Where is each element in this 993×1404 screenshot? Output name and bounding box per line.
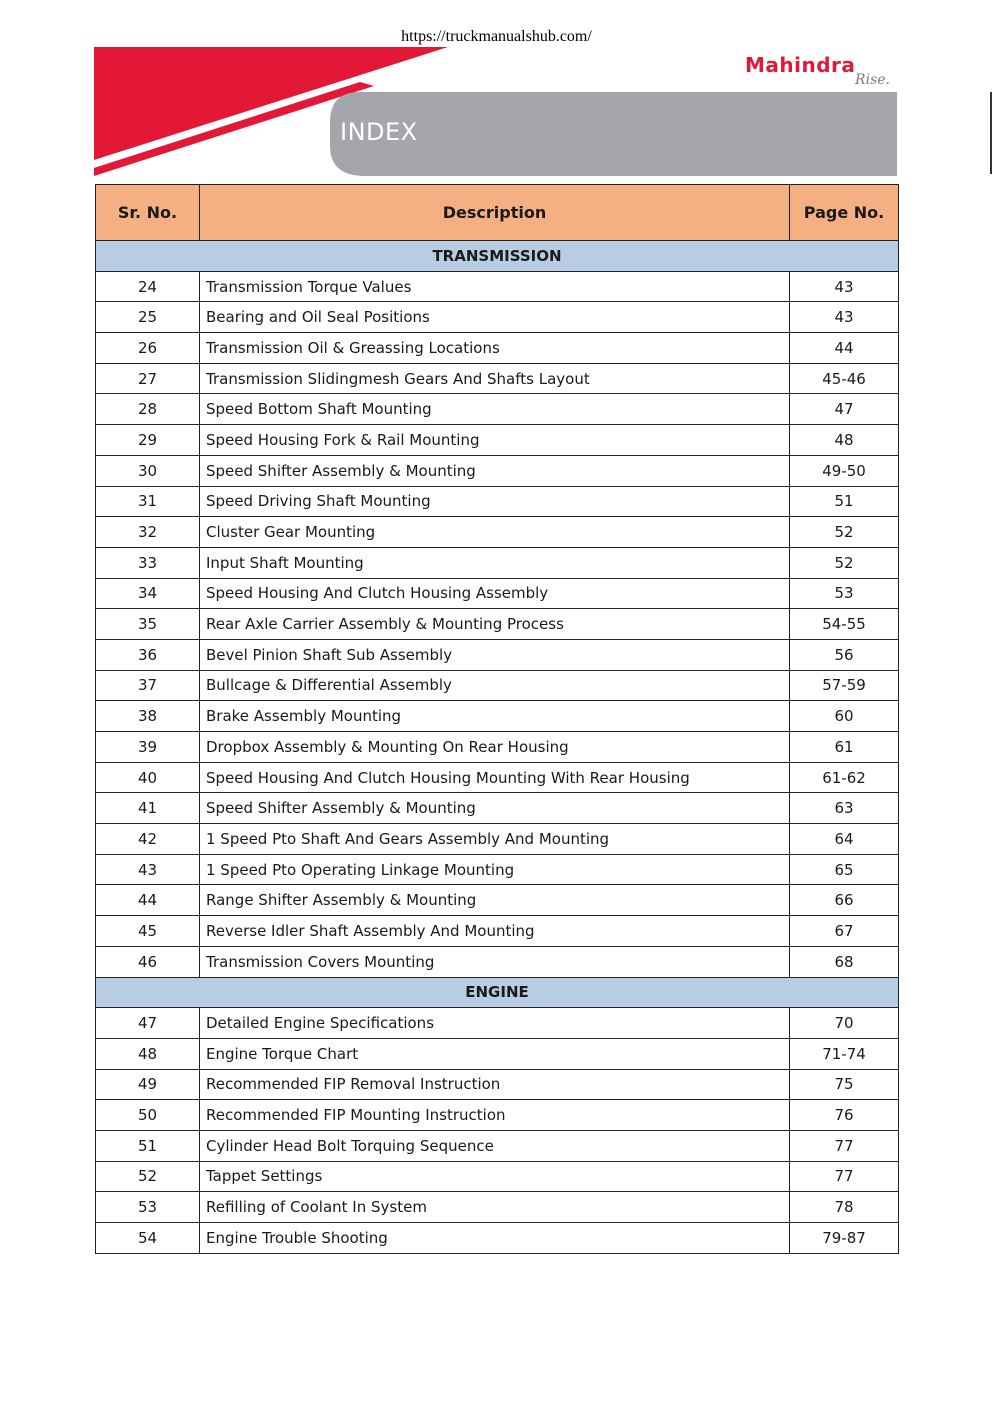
brand-name: Mahindra xyxy=(745,53,856,77)
page-no-cell: 49-50 xyxy=(790,455,899,486)
header-banner xyxy=(0,0,993,180)
page-no-cell: 52 xyxy=(790,547,899,578)
sr-no-cell: 49 xyxy=(96,1069,200,1100)
page-no-cell: 43 xyxy=(790,271,899,302)
page-no-cell: 67 xyxy=(790,916,899,947)
table-body xyxy=(96,241,899,1254)
brand-tagline: Rise. xyxy=(855,72,890,88)
table-row[interactable] xyxy=(96,517,899,548)
table-row[interactable] xyxy=(96,1069,899,1100)
description-cell: Detailed Engine Specifications xyxy=(200,1008,790,1039)
sr-no-cell: 41 xyxy=(96,793,200,824)
section-header-row xyxy=(96,977,899,1008)
page-no-cell: 51 xyxy=(790,486,899,517)
page-no-cell: 56 xyxy=(790,639,899,670)
description-cell: Range Shifter Assembly & Mounting xyxy=(200,885,790,916)
description-cell: 1 Speed Pto Shaft And Gears Assembly And Mounting xyxy=(200,824,790,855)
sr-no-cell: 28 xyxy=(96,394,200,425)
table-row[interactable] xyxy=(96,363,899,394)
page-no-cell: 45-46 xyxy=(790,363,899,394)
description-cell: Speed Housing Fork & Rail Mounting xyxy=(200,425,790,456)
description-cell: Tappet Settings xyxy=(200,1161,790,1192)
table-row[interactable] xyxy=(96,946,899,977)
section-title: TRANSMISSION xyxy=(96,241,899,272)
table-row[interactable] xyxy=(96,1161,899,1192)
table-row[interactable] xyxy=(96,333,899,364)
sr-no-cell: 54 xyxy=(96,1223,200,1254)
description-cell: Input Shaft Mounting xyxy=(200,547,790,578)
description-cell: Speed Housing And Clutch Housing Mounting With Rear Housing xyxy=(200,762,790,793)
description-cell: Bevel Pinion Shaft Sub Assembly xyxy=(200,639,790,670)
page-no-cell: 52 xyxy=(790,517,899,548)
table-row[interactable] xyxy=(96,670,899,701)
table-row[interactable] xyxy=(96,1038,899,1069)
table-row[interactable] xyxy=(96,701,899,732)
sr-no-cell: 27 xyxy=(96,363,200,394)
description-cell: Speed Shifter Assembly & Mounting xyxy=(200,455,790,486)
section-header-row xyxy=(96,241,899,272)
sr-no-cell: 24 xyxy=(96,271,200,302)
sr-no-cell: 45 xyxy=(96,916,200,947)
description-cell: Recommended FIP Removal Instruction xyxy=(200,1069,790,1100)
description-cell: Refilling of Coolant In System xyxy=(200,1192,790,1223)
sr-no-cell: 42 xyxy=(96,824,200,855)
sr-no-cell: 25 xyxy=(96,302,200,333)
page-no-cell: 43 xyxy=(790,302,899,333)
page-no-cell: 65 xyxy=(790,854,899,885)
sr-no-cell: 34 xyxy=(96,578,200,609)
section-title: ENGINE xyxy=(96,977,899,1008)
sr-no-cell: 30 xyxy=(96,455,200,486)
table-row[interactable] xyxy=(96,1100,899,1131)
description-cell: Speed Housing And Clutch Housing Assembly xyxy=(200,578,790,609)
page-no-cell: 66 xyxy=(790,885,899,916)
source-url[interactable]: https://truckmanualshub.com/ xyxy=(401,28,592,45)
description-cell: Recommended FIP Mounting Instruction xyxy=(200,1100,790,1131)
page-no-cell: 48 xyxy=(790,425,899,456)
description-cell: Bullcage & Differential Assembly xyxy=(200,670,790,701)
sr-no-cell: 44 xyxy=(96,885,200,916)
page-no-cell: 60 xyxy=(790,701,899,732)
sr-no-cell: 31 xyxy=(96,486,200,517)
description-cell: Dropbox Assembly & Mounting On Rear Housing xyxy=(200,732,790,763)
sr-no-cell: 52 xyxy=(96,1161,200,1192)
page-no-cell: 63 xyxy=(790,793,899,824)
description-cell: Cluster Gear Mounting xyxy=(200,517,790,548)
page-no-cell: 53 xyxy=(790,578,899,609)
description-cell: Transmission Covers Mounting xyxy=(200,946,790,977)
sr-no-cell: 33 xyxy=(96,547,200,578)
sr-no-cell: 40 xyxy=(96,762,200,793)
page-no-cell: 68 xyxy=(790,946,899,977)
page-no-cell: 70 xyxy=(790,1008,899,1039)
table-row[interactable] xyxy=(96,824,899,855)
table-row[interactable] xyxy=(96,609,899,640)
sr-no-cell: 50 xyxy=(96,1100,200,1131)
table-row[interactable] xyxy=(96,271,899,302)
description-cell: Reverse Idler Shaft Assembly And Mounting xyxy=(200,916,790,947)
description-cell: Rear Axle Carrier Assembly & Mounting Process xyxy=(200,609,790,640)
sr-no-cell: 29 xyxy=(96,425,200,456)
description-cell: Cylinder Head Bolt Torquing Sequence xyxy=(200,1130,790,1161)
page-no-cell: 71-74 xyxy=(790,1038,899,1069)
column-header-sr-no: Sr. No. xyxy=(96,185,200,241)
description-cell: 1 Speed Pto Operating Linkage Mounting xyxy=(200,854,790,885)
description-cell: Brake Assembly Mounting xyxy=(200,701,790,732)
description-cell: Engine Trouble Shooting xyxy=(200,1223,790,1254)
sr-no-cell: 48 xyxy=(96,1038,200,1069)
description-cell: Speed Bottom Shaft Mounting xyxy=(200,394,790,425)
sr-no-cell: 32 xyxy=(96,517,200,548)
page-no-cell: 75 xyxy=(790,1069,899,1100)
sr-no-cell: 43 xyxy=(96,854,200,885)
table-row[interactable] xyxy=(96,1008,899,1039)
description-cell: Speed Driving Shaft Mounting xyxy=(200,486,790,517)
page-no-cell: 61-62 xyxy=(790,762,899,793)
sr-no-cell: 39 xyxy=(96,732,200,763)
page-no-cell: 57-59 xyxy=(790,670,899,701)
sr-no-cell: 51 xyxy=(96,1130,200,1161)
sr-no-cell: 46 xyxy=(96,946,200,977)
page-no-cell: 77 xyxy=(790,1130,899,1161)
column-header-description: Description xyxy=(200,185,790,241)
sr-no-cell: 36 xyxy=(96,639,200,670)
sr-no-cell: 53 xyxy=(96,1192,200,1223)
table-row[interactable] xyxy=(96,394,899,425)
table-row[interactable] xyxy=(96,455,899,486)
page-no-cell: 54-55 xyxy=(790,609,899,640)
sr-no-cell: 47 xyxy=(96,1008,200,1039)
table-row[interactable] xyxy=(96,547,899,578)
index-table xyxy=(95,184,899,1254)
page-no-cell: 61 xyxy=(790,732,899,763)
sr-no-cell: 26 xyxy=(96,333,200,364)
page-no-cell: 44 xyxy=(790,333,899,364)
sr-no-cell: 38 xyxy=(96,701,200,732)
description-cell: Speed Shifter Assembly & Mounting xyxy=(200,793,790,824)
table-row[interactable] xyxy=(96,486,899,517)
table-row[interactable] xyxy=(96,916,899,947)
page-no-cell: 79-87 xyxy=(790,1223,899,1254)
sr-no-cell: 35 xyxy=(96,609,200,640)
table-row[interactable] xyxy=(96,854,899,885)
description-cell: Bearing and Oil Seal Positions xyxy=(200,302,790,333)
description-cell: Transmission Slidingmesh Gears And Shafts Layout xyxy=(200,363,790,394)
table-row[interactable] xyxy=(96,578,899,609)
table-row[interactable] xyxy=(96,885,899,916)
description-cell: Transmission Torque Values xyxy=(200,271,790,302)
description-cell: Transmission Oil & Greassing Locations xyxy=(200,333,790,364)
table-row[interactable] xyxy=(96,1192,899,1223)
table-row[interactable] xyxy=(96,732,899,763)
sr-no-cell: 37 xyxy=(96,670,200,701)
page-no-cell: 76 xyxy=(790,1100,899,1131)
table-row[interactable] xyxy=(96,793,899,824)
page-no-cell: 47 xyxy=(790,394,899,425)
page-no-cell: 64 xyxy=(790,824,899,855)
table-row[interactable] xyxy=(96,425,899,456)
brand-logo xyxy=(745,52,890,88)
table-row[interactable] xyxy=(96,302,899,333)
table-row[interactable] xyxy=(96,1223,899,1254)
table-header-row xyxy=(96,185,899,241)
table-row[interactable] xyxy=(96,639,899,670)
page-edge-mark xyxy=(990,92,992,174)
page-title: INDEX xyxy=(340,118,418,146)
column-header-page-no: Page No. xyxy=(790,185,899,241)
table-row[interactable] xyxy=(96,1130,899,1161)
description-cell: Engine Torque Chart xyxy=(200,1038,790,1069)
page-no-cell: 78 xyxy=(790,1192,899,1223)
page-no-cell: 77 xyxy=(790,1161,899,1192)
table-row[interactable] xyxy=(96,762,899,793)
